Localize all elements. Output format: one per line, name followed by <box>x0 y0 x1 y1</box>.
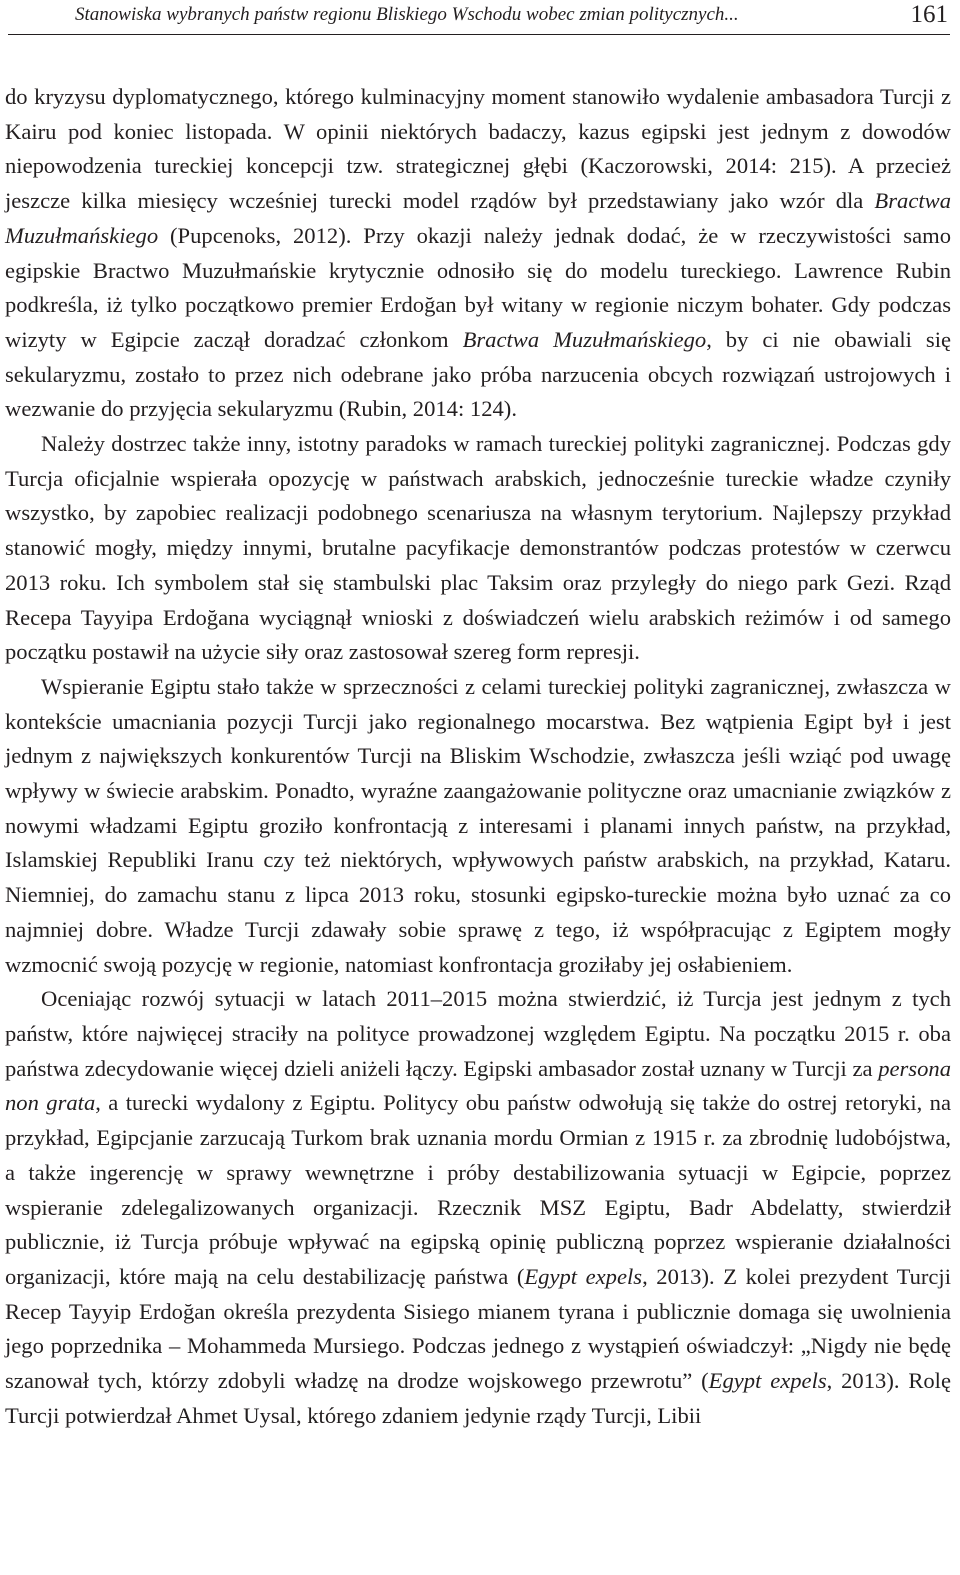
text-run: do kryzysu dyplomatycznego, którego kulminacyjny moment stanowiło wydalenie ambasadora Turcji z Kairu pod koniec listopada. W opinii niektórych badaczy, kazus egipski jest jednym z dowodów niepowodzenia tureckiej koncepcji tzw. strategicznej głębi (Kaczorowski, 2014: 215). A przecież jeszcze kilka miesięcy wcześniej turecki model rządów był przedstawiany jako wzór dla <box>5 84 951 214</box>
text-run: Oceniając rozwój sytuacji w latach 2011–2015 można stwierdzić, iż Turcja jest jednym z tych państw, które najwięcej straciły na polityce prowadzonej względem Egiptu. Na początku 2015 r. oba państwa zdecydowanie więcej dzieli aniżeli łączy. Egipski ambasador został uznany w Turcji za <box>5 986 951 1081</box>
italic-text-run: Egypt expels <box>524 1263 643 1289</box>
page-number: 161 <box>910 1 948 28</box>
paragraph <box>5 80 951 427</box>
body-text <box>5 80 951 1433</box>
text-run: (Pupcenoks, 2012). Przy okazji należy jednak dodać, że w rzeczywistości samo egipskie Bractwo Muzułmańskie krytycznie odnosiło się do modelu tureckiego. Lawrence Rubin podkreśla, iż tylko początkowo premier Erdoğan był witany w regionie niczym bohater. Gdy podczas wizyty w Egipcie zaczął doradzać członkom <box>5 222 951 352</box>
text-run: Należy dostrzec także inny, istotny paradoks w ramach tureckiej polityki zagranicznej. Podczas gdy Turcja oficjalnie wspierała opozycję w państwach arabskich, jednocześnie tureckie władze czyniły wszystko, by zapobiec realizacji podobnego scenariusza na własnym terytorium. Najlepszy przykład stanowić mogły, między innymi, brutalne pacyfikacje demonstrantów podczas protestów w czerwcu 2013 roku. Ich symbolem stał się stambulski plac Taksim oraz przyległy do niego park Gezi. Rząd Recepa Tayyipa Erdoğana wyciągnął wnioski z doświadczeń wielu arabskich reżimów i od samego początku postawił na użycie siły oraz zastosował szereg form represji. <box>5 431 951 665</box>
paragraph <box>5 670 951 982</box>
text-run: , a turecki wydalony z Egiptu. Politycy obu państw odwołują się także do ostrej retoryki, na przykład, Egipcjanie zarzucają Turkom brak uznania mordu Ormian z 1915 r. za zbrodnię ludobójstwa, a także ingerencję w sprawy wewnętrzne i próby destabilizowania sytuacji w Egipcie, poprzez wspieranie zdelegalizowanych organizacji. Rzecznik MSZ Egiptu, Badr Abdelatty, stwierdził publicznie, iż Turcja próbuje wpływać na egipską opinię publiczną poprzez wspieranie działalności organizacji, które mają na celu destabilizację państwa ( <box>5 1090 951 1289</box>
paragraph <box>5 982 951 1433</box>
text-run: Wspieranie Egiptu stało także w sprzeczności z celami tureckiej polityki zagranicznej, zwłaszcza w kontekście umacniania pozycji Turcji jako regionalnego mocarstwa. Bez wątpienia Egipt był i jest jednym z największych konkurentów Turcji na Bliskim Wschodzie, zwłaszcza jeśli wziąć pod uwagę wpływy w świecie arabskim. Ponadto, wyraźne zaangażowanie polityczne oraz umacnianie związków z nowymi władzami Egiptu groziło konfrontacją z interesami i planami innych państw, na przykład, Islamskiej Republiki Iranu czy też niektórych, wpływowych państw arabskich, na przykład, Kataru. Niemniej, do zamachu stanu z lipca 2013 roku, stosunki egipsko-tureckie można było uznać za co najmniej dobre. Władze Turcji zdawały sobie sprawę z tego, iż współpracując z Egiptem mogły wzmocnić swoją pozycję w regionie, natomiast konfrontacja groziłaby jej osłabieniem. <box>5 673 951 977</box>
text-run: , by ci nie obawiali się sekularyzmu, zostało to przez nich odebrane jako próba narzucenia obcych rozwiązań ustrojowych i wezwanie do przyjęcia sekularyzmu (Rubin, 2014: 124). <box>5 326 952 422</box>
italic-text-run: persona non grata <box>5 1055 951 1116</box>
italic-text-run: Egypt expels <box>708 1368 827 1394</box>
text-run: , 2013). Z kolei prezydent Turcji Recep Tayyip Erdoğan określa prezydenta Sisiego mianem tyrana i publicznie domaga się uwolnienia jego poprzednika – Mohammeda Mursiego. Podczas jednego z wystąpień oświadczył: „Nigdy nie będę szanował tych, którzy zdobyli władzę na drodze wojskowego przewrotu” ( <box>5 1263 951 1394</box>
running-title: Stanowiska wybranych państw regionu Bliskiego Wschodu wobec zmian politycznych... <box>75 4 739 25</box>
running-header <box>8 0 950 35</box>
italic-text-run: Bractwa Muzułmańskiego <box>462 326 707 352</box>
text-run: , 2013). Rolę Turcji potwierdzał Ahmet Uysal, którego zdaniem jedynie rządy Turcji, Libii <box>5 1368 951 1428</box>
italic-text-run: Bractwa Muzułmańskiego <box>5 188 951 248</box>
paragraph <box>5 427 951 670</box>
